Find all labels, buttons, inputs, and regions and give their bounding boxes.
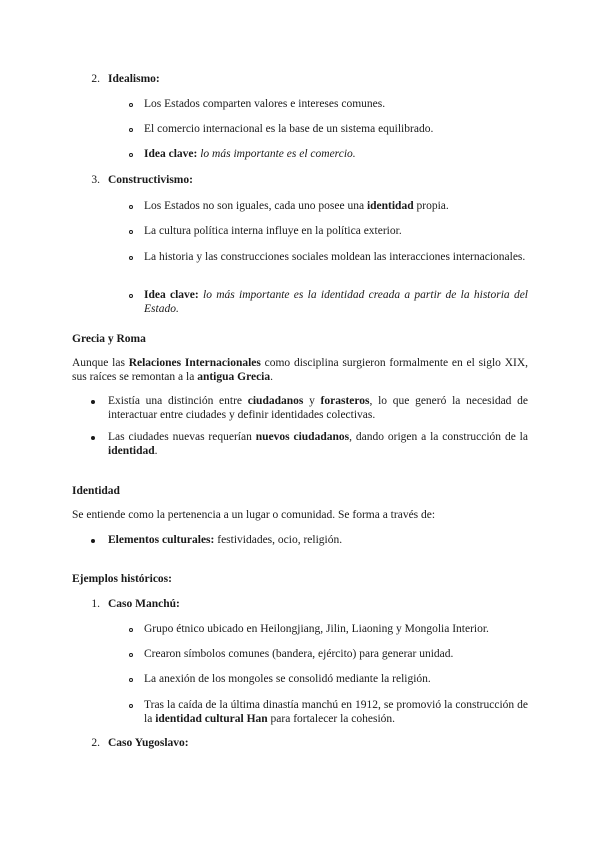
hollow-bullet-icon bbox=[129, 653, 133, 657]
list-number: 3. bbox=[91, 174, 100, 186]
idea-clave-line: Idea clave: lo más importante es el comercio. bbox=[144, 148, 356, 160]
bullet-text: Los Estados no son iguales, cada uno posee una identidad propia. bbox=[144, 200, 449, 212]
hollow-bullet-icon bbox=[129, 678, 133, 682]
idealismo-title: Idealismo: bbox=[108, 73, 160, 85]
bullet-text: La cultura política interna influye en la política exterior. bbox=[144, 225, 402, 237]
filled-bullet-icon bbox=[91, 436, 95, 440]
hollow-bullet-icon bbox=[129, 294, 133, 298]
bullet-text: Grupo étnico ubicado en Heilongjiang, Jilin, Liaoning y Mongolia Interior. bbox=[144, 623, 489, 635]
bullet-text: Elementos culturales: festividades, ocio, religión. bbox=[108, 534, 343, 546]
list-item-title bbox=[108, 173, 193, 187]
bullet-text: Crearon símbolos comunes (bandera, ejército) para generar unidad. bbox=[144, 648, 454, 660]
bullet-text: Existía una distinción entre ciudadanos y forasteros, lo que generó la necesidad de interactuar entre ciudades y definir identidades colectivas. bbox=[108, 395, 529, 421]
section-heading: Ejemplos históricos: bbox=[72, 573, 172, 585]
bullet-text: La historia y las construcciones sociales moldean las interacciones internacionales. bbox=[144, 251, 526, 263]
bullet-text: Las ciudades nuevas requerían nuevos ciudadanos, dando origen a la construcción de la identidad. bbox=[108, 431, 528, 457]
list-item-title: Caso Manchú: bbox=[108, 598, 180, 610]
hollow-bullet-icon bbox=[129, 230, 133, 234]
hollow-bullet-icon bbox=[129, 205, 133, 209]
list-number: 2. bbox=[91, 73, 100, 85]
hollow-bullet-icon bbox=[129, 628, 133, 632]
filled-bullet-icon bbox=[91, 539, 95, 543]
idea-clave-line: Idea clave: lo más importante es la identidad creada a partir de la historia del Estado. bbox=[144, 289, 528, 315]
hollow-bullet-icon bbox=[129, 153, 133, 157]
bullet-text: Los Estados comparten valores e intereses comunes. bbox=[144, 98, 386, 110]
bullet-text: El comercio internacional es la base de un sistema equilibrado. bbox=[144, 123, 434, 135]
hollow-bullet-icon bbox=[129, 704, 133, 708]
list-item-title: Caso Yugoslavo: bbox=[108, 737, 189, 749]
filled-bullet-icon bbox=[91, 400, 95, 404]
bullet-text: La anexión de los mongoles se consolidó mediante la religión. bbox=[144, 673, 431, 685]
list-number: 2. bbox=[91, 737, 100, 749]
section-heading: Grecia y Roma bbox=[72, 333, 146, 345]
hollow-bullet-icon bbox=[129, 103, 133, 107]
bullet-text: Tras la caída de la última dinastía manchú en 1912, se promovió la construcción de la identidad cultural Han para fortalecer la cohesión. bbox=[144, 699, 528, 725]
hollow-bullet-icon bbox=[129, 128, 133, 132]
list-item-title bbox=[108, 72, 160, 86]
paragraph: Aunque las Relaciones Internacionales como disciplina surgieron formalmente en el siglo XIX, sus raíces se remontan a la antigua Grecia. bbox=[72, 357, 529, 383]
hollow-bullet-icon bbox=[129, 256, 133, 260]
list-number: 1. bbox=[91, 598, 100, 610]
constructivismo-title: Constructivismo: bbox=[108, 174, 193, 186]
section-heading: Identidad bbox=[72, 485, 120, 497]
paragraph: Se entiende como la pertenencia a un lugar o comunidad. Se forma a través de: bbox=[72, 509, 436, 521]
